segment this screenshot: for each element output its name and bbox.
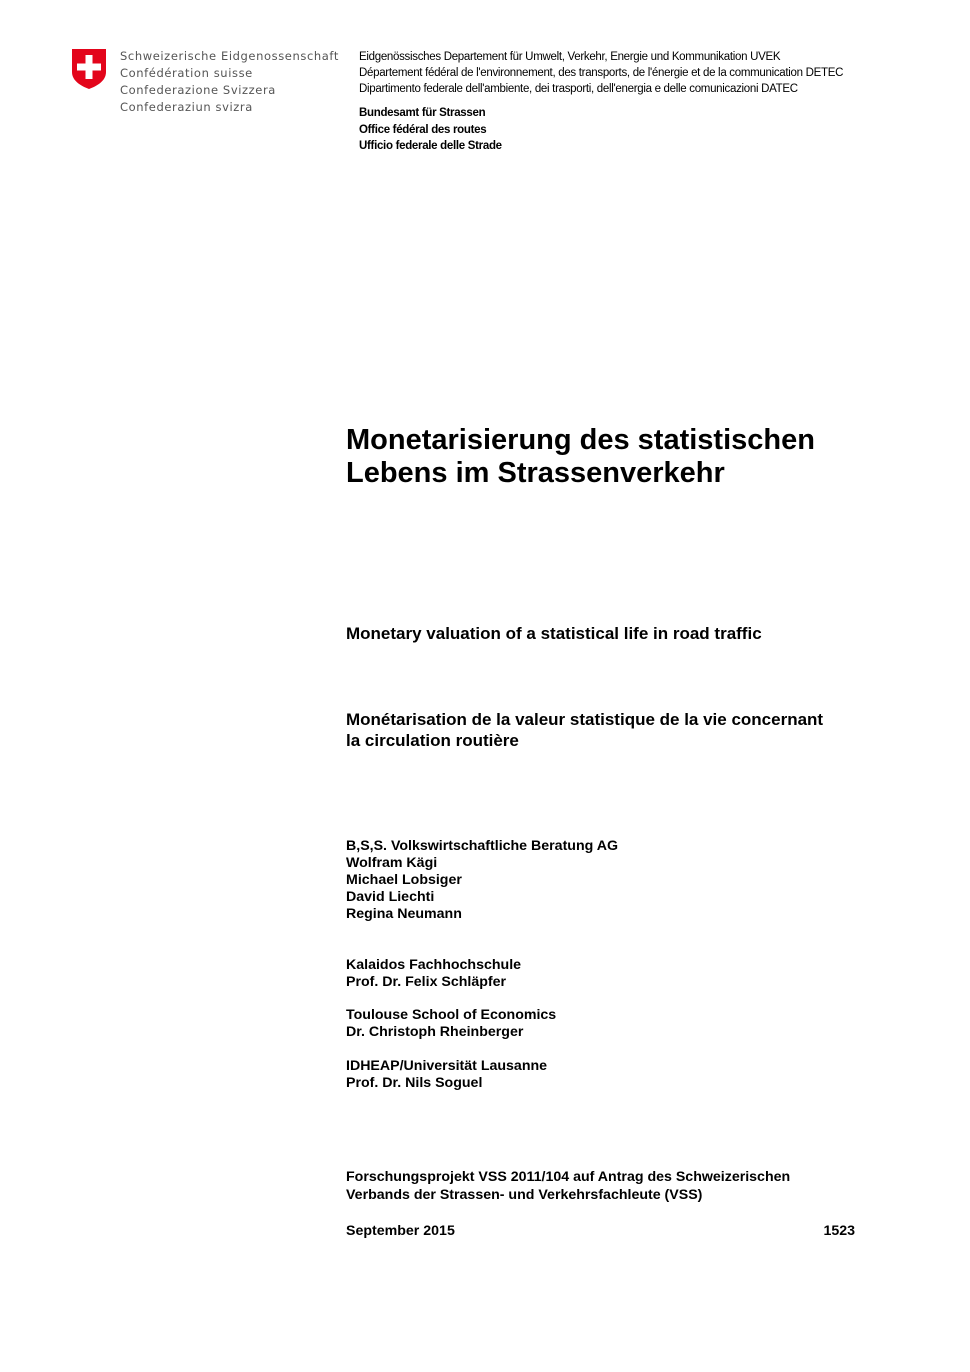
author-name: Regina Neumann bbox=[346, 906, 462, 922]
office-line-de: Bundesamt für Strassen bbox=[359, 107, 486, 119]
author-name: Dr. Christoph Rheinberger bbox=[346, 1024, 524, 1040]
author-block-kalaidos bbox=[346, 957, 521, 991]
confederation-name-de: Schweizerische Eidgenossenschaft bbox=[120, 49, 339, 63]
author-name: Prof. Dr. Felix Schläpfer bbox=[346, 974, 507, 990]
author-organization: B,S,S. Volkswirtschaftliche Beratung AG bbox=[346, 838, 618, 854]
subtitle-french bbox=[346, 709, 823, 751]
confederation-name-fr: Confédération suisse bbox=[120, 66, 253, 80]
confederation-name-it: Confederazione Svizzera bbox=[120, 83, 276, 97]
author-organization: IDHEAP/Universität Lausanne bbox=[346, 1058, 548, 1074]
office-line-fr: Office fédéral des routes bbox=[359, 123, 487, 136]
author-name: Michael Lobsiger bbox=[346, 872, 462, 888]
subtitle-english: Monetary valuation of a statistical life in road traffic bbox=[346, 624, 762, 643]
author-organization: Toulouse School of Economics bbox=[346, 1007, 557, 1023]
department-line-de: Eidgenössisches Departement für Umwelt, Verkehr, Energie und Kommunikation UVEK bbox=[359, 51, 781, 63]
subtitle-french-line-1: Monétarisation de la valeur statistique de la vie concernant bbox=[346, 710, 824, 729]
research-project-note bbox=[346, 1168, 790, 1204]
author-block-bss bbox=[346, 838, 618, 923]
document-title bbox=[346, 424, 815, 490]
author-block-toulouse bbox=[346, 1007, 556, 1041]
subtitle-french-line-2: la circulation routière bbox=[346, 731, 519, 750]
swiss-coat-of-arms-icon bbox=[71, 48, 107, 90]
confederation-names bbox=[120, 48, 339, 116]
office-header bbox=[359, 105, 502, 155]
office-line-it: Ufficio federale delle Strade bbox=[359, 140, 502, 152]
research-project-line-2: Verbands der Strassen- und Verkehrsfachleute (VSS) bbox=[346, 1187, 703, 1203]
author-name: Wolfram Kägi bbox=[346, 855, 438, 871]
publication-date: September 2015 bbox=[346, 1223, 455, 1239]
research-project-line-1: Forschungsprojekt VSS 2011/104 auf Antrag des Schweizerischen bbox=[346, 1169, 791, 1185]
report-number: 1523 bbox=[823, 1223, 855, 1239]
department-line-it: Dipartimento federale dell'ambiente, dei trasporti, dell'energia e delle comunicazioni DATEC bbox=[359, 83, 798, 95]
author-block-idheap bbox=[346, 1058, 547, 1092]
confederation-name-rm: Confederaziun svizra bbox=[120, 100, 253, 114]
author-name: Prof. Dr. Nils Soguel bbox=[346, 1075, 483, 1091]
document-title-line-2: Lebens im Strassenverkehr bbox=[346, 457, 725, 489]
document-title-line-1: Monetarisierung des statistischen bbox=[346, 424, 815, 456]
author-name: David Liechti bbox=[346, 889, 435, 905]
department-header bbox=[359, 49, 843, 97]
author-organization: Kalaidos Fachhochschule bbox=[346, 957, 522, 973]
department-line-fr: Département fédéral de l'environnement, des transports, de l'énergie et de la communication DETEC bbox=[359, 67, 844, 79]
